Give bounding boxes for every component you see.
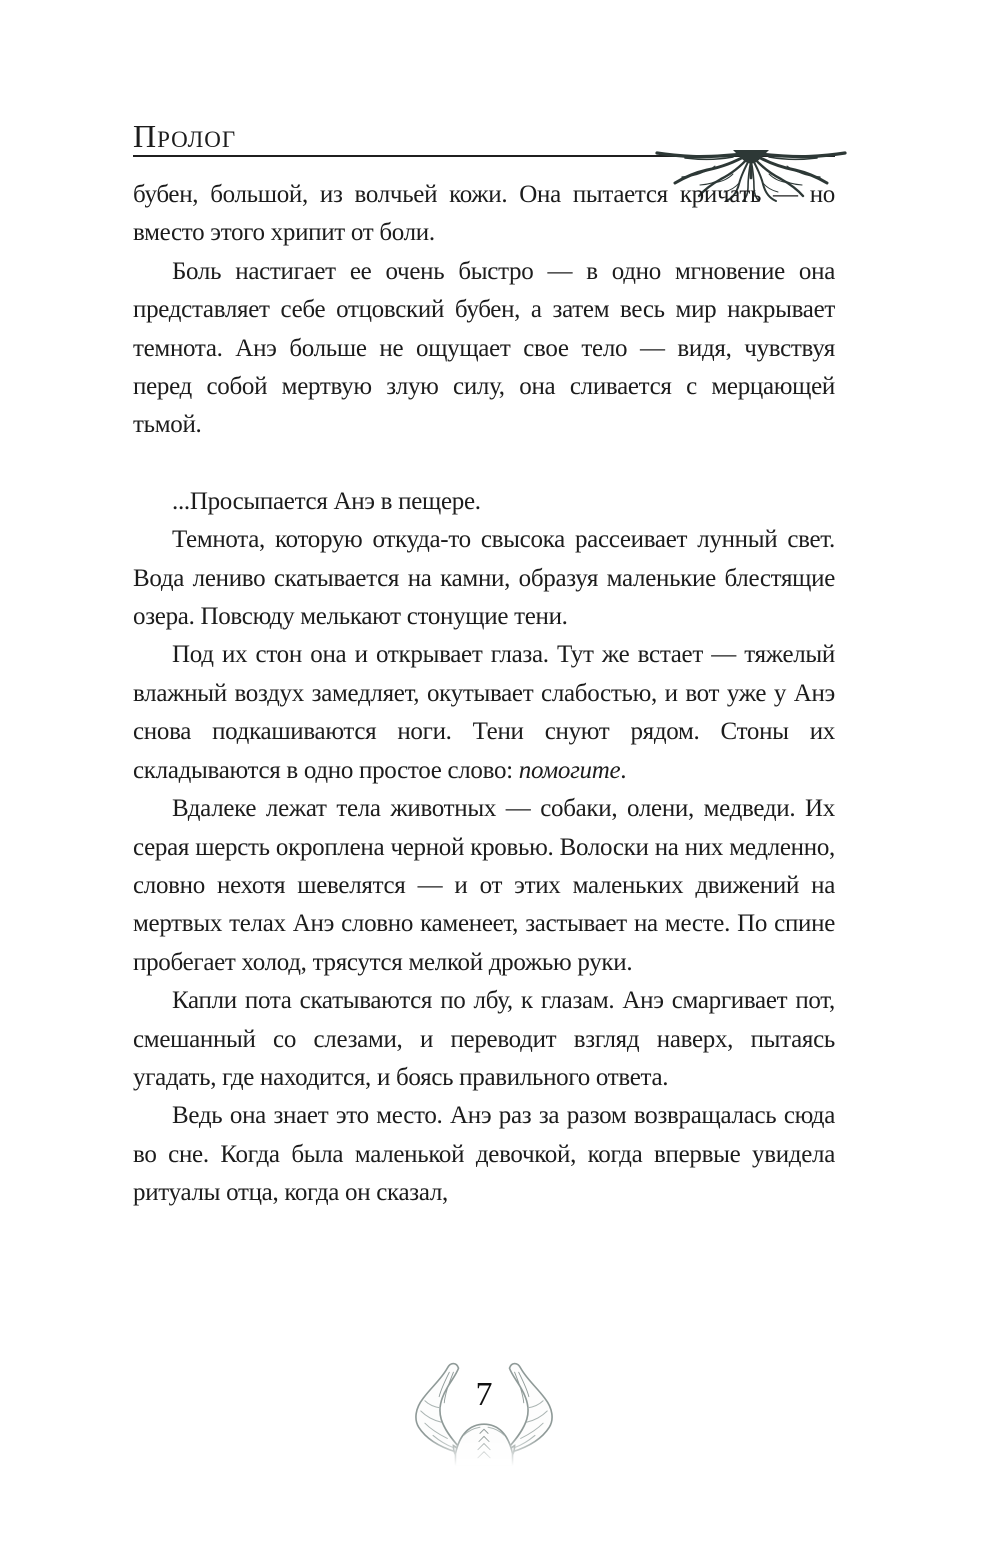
page-number: 7	[475, 1376, 493, 1413]
chapter-title: ПРОЛОГ	[133, 118, 237, 154]
paragraph: Боль настигает ее очень быстро — в одно мгновение она представляет себе отцовский бубен, а затем весь мир накрывает темнота. Анэ больше не ощущает свое тело — видя, чувствуя перед собой мертвую злую силу, она сливается с мерцающей тьмой.	[133, 257, 835, 439]
paragraph: Под их стон она и открывает глаза. Тут же встает — тяжелый влажный воздух замедляет, окутывает слабостью, и вот уже у Анэ снова подкашиваются ноги. Тени снуют рядом. Стоны их складываются в одно простое слово: помогите.	[133, 641, 835, 784]
paragraph: бубен, большой, из волчьей кожи. Она пытается кричать — но вместо этого хрипит от боли.	[133, 181, 835, 247]
paragraph: Капли пота скатываются по лбу, к глазам. Анэ смаргивает пот, смешанный со слезами, и переводит взгляд наверх, пытаясь угадать, где находится, и боясь правильного ответа.	[133, 987, 835, 1091]
page-text	[133, 176, 835, 1213]
paragraph: ...Просыпается Анэ в пещере.	[172, 487, 481, 515]
paragraph: Темнота, которую откуда-то свысока рассеивает лунный свет. Вода лениво скатывается на камни, образуя маленькие блестящие озера. Повсюду мелькают стонущие тени.	[133, 526, 835, 631]
paragraph: Ведь она знает это место. Анэ раз за разом возвращалась сюда во сне. Когда была маленькой девочкой, когда впервые увидела ритуалы отца, когда он сказал,	[133, 1102, 835, 1207]
paragraph: Вдалеке лежат тела животных — собаки, олени, медведи. Их серая шерсть окроплена черной кровью. Волоски на них медленно, словно нехотя шевелятся — и от этих маленьких движений на мертвых телах Анэ словно каменеет, застывает на месте. По спине пробегает холод, трясутся мелкой дрожью руки.	[133, 795, 835, 976]
page-footer	[133, 1360, 835, 1480]
